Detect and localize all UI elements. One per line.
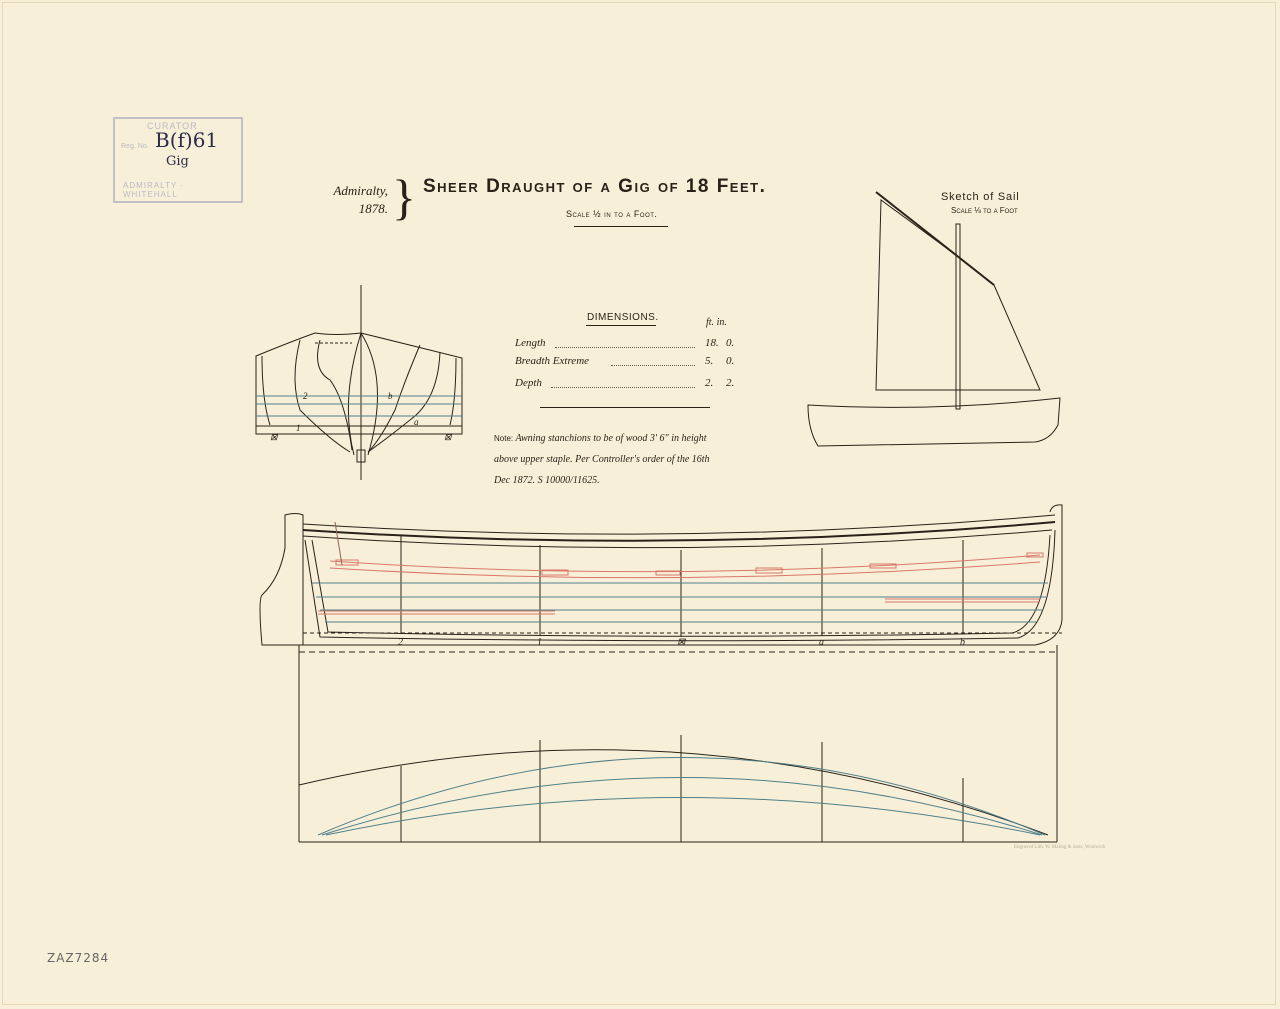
inventory-number: ZAZ7284 [47, 951, 110, 965]
dimension-inches: 0. [726, 355, 735, 367]
note-line-2: above upper staple. Per Controller's order of the 16th [494, 454, 710, 465]
station-label: 2 [398, 637, 403, 648]
stamp-no-label: Reg. No. [121, 143, 149, 150]
stamp-reference: B(f)61 [155, 128, 219, 152]
unit-inches: in. [716, 317, 727, 328]
station-label: ⊠ [677, 637, 686, 648]
body-plan-label: 1 [296, 423, 301, 433]
sail-sketch-scale: Scale ⅛ to a Foot [951, 206, 1018, 215]
station-labels [398, 637, 965, 648]
stamp-bottom-text: ADMIRALTY · WHITEHALL [123, 181, 184, 199]
dimension-feet: 5. [705, 355, 714, 367]
station-label: b [960, 637, 965, 648]
dimension-feet: 18. [705, 337, 719, 349]
body-plan-label: a [414, 417, 419, 427]
note-label: Note: [494, 434, 514, 443]
stamp-top-text: CURATOR [147, 121, 198, 131]
admiralty-year: 1878. [358, 201, 388, 216]
sail-sketch-title: Sketch of Sail [941, 191, 1020, 203]
station-label: 1 [537, 637, 542, 648]
body-plan-label: ⊠ [270, 432, 278, 442]
title-brace: } [392, 169, 416, 225]
body-plan-label: b [388, 391, 393, 401]
unit-feet: ft. [706, 317, 715, 328]
note-line-1: Awning stanchions to be of wood 3' 6" in height [515, 433, 707, 444]
body-plan-label: ⊠ [444, 432, 452, 442]
dimensions-heading: DIMENSIONS. [587, 312, 659, 323]
half-breadth-plan [299, 645, 1057, 842]
admiralty-label: Admiralty, [333, 183, 388, 198]
dimension-label: Depth [515, 377, 542, 389]
dimension-label: Length [515, 337, 546, 349]
dimension-inches: 2. [726, 377, 735, 389]
sail-sketch [808, 192, 1060, 446]
note-line-3: Dec 1872. S 10000/11625. [494, 475, 600, 486]
printer-credit: Engraved Lith. W. Maling & Sons, Woolwich [1014, 845, 1106, 850]
drawing-scale: Scale ½ in to a Foot. [566, 209, 658, 219]
body-plan-label: 2 [303, 391, 308, 401]
dimension-feet: 2. [705, 377, 714, 389]
stamp-handwritten-note: Gig [166, 154, 189, 169]
station-label: a [819, 637, 824, 648]
body-plan [256, 285, 462, 480]
dimension-inches: 0. [726, 337, 735, 349]
drawing-title: Sheer Draught of a Gig of 18 Feet. [423, 176, 767, 197]
dimension-label: Breadth Extreme [515, 355, 590, 367]
